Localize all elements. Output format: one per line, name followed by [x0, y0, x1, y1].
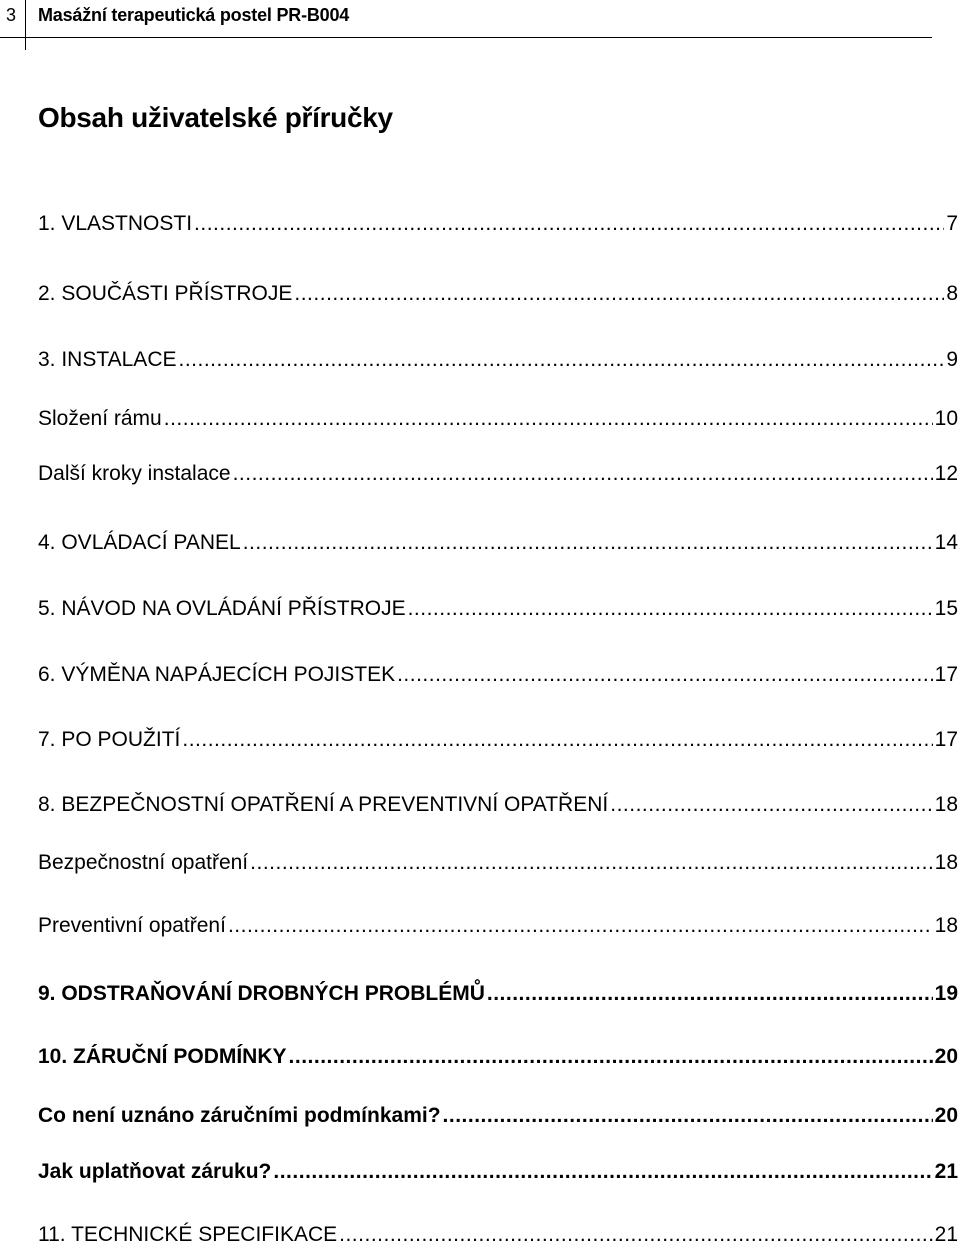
toc-dot-leader — [179, 345, 945, 375]
toc-entry-instalace[interactable] — [38, 345, 958, 375]
toc-entry-page: 17 — [934, 663, 958, 686]
toc-entry-slozeni-ramu[interactable] — [38, 404, 958, 434]
toc-entry-technicke-specifikace[interactable] — [38, 1220, 958, 1250]
toc-entry-page: 17 — [934, 728, 958, 751]
toc-entry-label: 5. NÁVOD NA OVLÁDÁNÍ PŘÍSTROJE — [38, 597, 406, 620]
toc-entry-page: 21 — [934, 1223, 958, 1246]
toc-entry-page: 18 — [934, 914, 958, 937]
toc-entry-label: Jak uplatňovat záruku? — [38, 1160, 272, 1183]
toc-dot-leader — [397, 660, 933, 690]
toc-dot-leader — [250, 848, 932, 878]
toc-entry-vlastnosti[interactable] — [38, 209, 958, 239]
toc-dot-leader — [182, 725, 932, 755]
toc-dot-leader — [610, 790, 932, 820]
toc-entry-label: 6. VÝMĚNA NAPÁJECÍCH POJISTEK — [38, 663, 396, 686]
toc-dot-leader — [443, 1101, 933, 1131]
toc-entry-co-neni-uznano[interactable] — [38, 1101, 958, 1131]
toc-entry-page: 8 — [946, 282, 958, 305]
toc-entry-label: 4. OVLÁDACÍ PANEL — [38, 531, 241, 554]
header-divider-vertical — [25, 0, 26, 50]
toc-entry-page: 14 — [934, 531, 958, 554]
toc-dot-leader — [228, 911, 933, 941]
toc-entry-vymena-pojistek[interactable] — [38, 660, 958, 690]
toc-dot-leader — [194, 209, 944, 239]
toc-entry-bezpecnostni-opatreni-a-preventivni[interactable] — [38, 790, 958, 820]
toc-entry-jak-uplatnovat-zaruku[interactable] — [38, 1157, 958, 1187]
toc-entry-label: 10. ZÁRUČNÍ PODMÍNKY — [38, 1045, 287, 1068]
toc-entry-ovladaci-panel[interactable] — [38, 528, 958, 558]
toc-entry-label: 1. VLASTNOSTI — [38, 212, 193, 235]
toc-entry-label: 3. INSTALACE — [38, 348, 177, 371]
toc-dot-leader — [339, 1220, 933, 1250]
toc-entry-zarucni-podminky[interactable] — [38, 1042, 958, 1072]
toc-entry-page: 7 — [946, 212, 958, 235]
header-divider-horizontal — [0, 37, 932, 38]
toc-entry-soucasti-pristroje[interactable] — [38, 279, 958, 309]
toc-entry-label: Preventivní opatření — [38, 914, 226, 937]
toc-entry-page: 10 — [934, 407, 958, 430]
toc-dot-leader — [164, 404, 933, 434]
toc-entry-label: 11. TECHNICKÉ SPECIFIKACE — [38, 1223, 338, 1246]
toc-entry-page: 9 — [946, 348, 958, 371]
toc-entry-page: 19 — [934, 982, 958, 1005]
toc-entry-navod-na-ovladani[interactable] — [38, 594, 958, 624]
toc-dot-leader — [487, 979, 933, 1009]
toc-entry-preventivni-opatreni[interactable] — [38, 911, 958, 941]
toc-entry-page: 18 — [934, 793, 958, 816]
page-number: 3 — [6, 5, 17, 25]
document-title: Masážní terapeutická postel PR-B004 — [38, 5, 350, 25]
toc-dot-leader — [233, 459, 933, 489]
toc-entry-odstranovani-problemu[interactable] — [38, 979, 958, 1009]
toc-title: Obsah uživatelské příručky — [38, 102, 393, 133]
toc-entry-label: Další kroky instalace — [38, 462, 231, 485]
toc-entry-label: 9. ODSTRAŇOVÁNÍ DROBNÝCH PROBLÉMŮ — [38, 982, 485, 1005]
toc-entry-page: 15 — [934, 597, 958, 620]
toc-dot-leader — [273, 1157, 932, 1187]
toc-dot-leader — [408, 594, 933, 624]
toc-dot-leader — [294, 279, 944, 309]
toc-entry-label: 2. SOUČÁSTI PŘÍSTROJE — [38, 282, 293, 305]
toc-entry-label: 7. PO POUŽITÍ — [38, 728, 181, 751]
toc-entry-bezpecnostni-opatreni[interactable] — [38, 848, 958, 878]
toc-entry-dalsi-kroky-instalace[interactable] — [38, 459, 958, 489]
toc-dot-leader — [243, 528, 933, 558]
toc-entry-page: 21 — [934, 1160, 958, 1183]
toc-entry-label: Složení rámu — [38, 407, 162, 430]
toc-entry-page: 20 — [934, 1104, 958, 1127]
toc-entry-label: Co není uznáno záručními podmínkami? — [38, 1104, 441, 1127]
toc-entry-label: Bezpečnostní opatření — [38, 851, 249, 874]
toc-entry-po-pouziti[interactable] — [38, 725, 958, 755]
toc-dot-leader — [289, 1042, 933, 1072]
toc-entry-page: 18 — [934, 851, 958, 874]
toc-entry-page: 20 — [934, 1045, 958, 1068]
toc-entry-page: 12 — [934, 462, 958, 485]
toc-entry-label: 8. BEZPEČNOSTNÍ OPATŘENÍ A PREVENTIVNÍ OPATŘENÍ — [38, 793, 609, 816]
